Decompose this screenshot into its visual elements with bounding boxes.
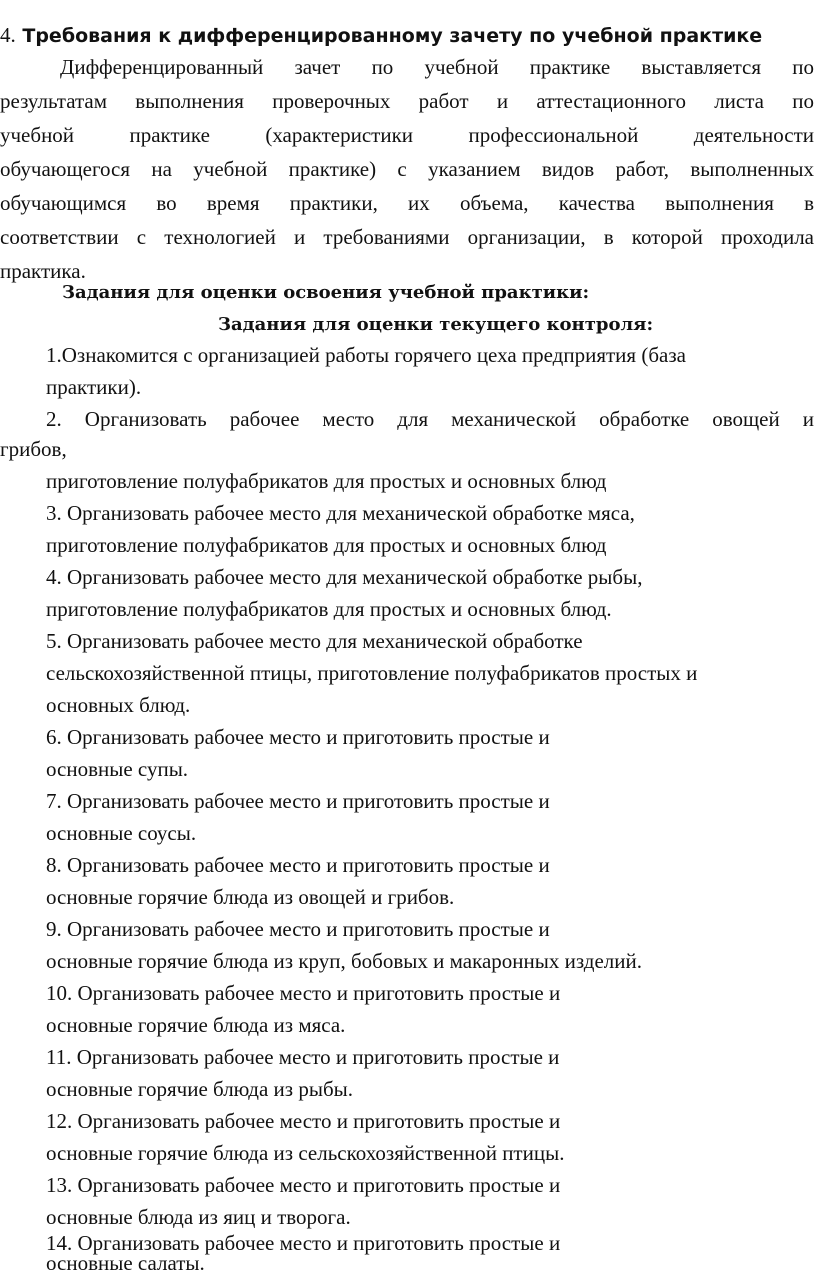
task-line: 3. Организовать рабочее место для механической обработке мяса, [46, 501, 635, 525]
task-line: основные салаты. [46, 1251, 205, 1275]
intro-line: обучающимся во время практики, их объема, качества выполнения в [0, 191, 814, 215]
intro-line: обучающегося на учебной практике) с указанием видов работ, выполненных [0, 157, 814, 181]
intro-line: учебной практике (характеристики профессиональной деятельности [0, 123, 814, 147]
section-title: Требования к дифференцированному зачету по учебной практике [22, 25, 763, 47]
task-line: 8. Организовать рабочее место и приготовить простые и [46, 853, 550, 877]
task-line: 9. Организовать рабочее место и приготовить простые и [46, 917, 550, 941]
task-line: 13. Организовать рабочее место и приготовить простые и [46, 1173, 561, 1197]
section-number: 4. [0, 23, 16, 47]
task-line: 11. Организовать рабочее место и приготовить простые и [46, 1045, 560, 1069]
task-line: 2. Организовать рабочее место для механической обработке овощей и [46, 407, 814, 431]
task-line: основных блюд. [46, 693, 191, 717]
task-line: основные горячие блюда из овощей и грибов. [46, 885, 455, 909]
intro-line: практика. [0, 259, 86, 283]
task-line: основные горячие блюда из круп, бобовых и макаронных изделий. [46, 949, 643, 973]
task-line: основные блюда из яиц и творога. [46, 1205, 351, 1229]
task-line: 10. Организовать рабочее место и приготовить простые и [46, 981, 561, 1005]
task-line: приготовление полуфабрикатов для простых и основных блюд [46, 533, 607, 557]
task-line: 7. Организовать рабочее место и приготовить простые и [46, 789, 550, 813]
intro-line: результатам выполнения проверочных работ и аттестационного листа по [0, 89, 814, 113]
section-heading [0, 20, 762, 50]
subheading-assessment: Задания для оценки освоения учебной практики: [62, 282, 590, 303]
task-line: 1.Ознакомится с организацией работы горячего цеха предприятия (база [46, 343, 686, 367]
task-line: грибов, [0, 437, 67, 461]
task-line: приготовление полуфабрикатов для простых и основных блюд [46, 469, 607, 493]
subheading-current-control: Задания для оценки текущего контроля: [218, 314, 654, 335]
task-line: основные горячие блюда из рыбы. [46, 1077, 353, 1101]
task-line: основные супы. [46, 757, 189, 781]
task-line: 6. Организовать рабочее место и приготовить простые и [46, 725, 550, 749]
task-line: основные горячие блюда из сельскохозяйственной птицы. [46, 1141, 565, 1165]
task-line: практики). [46, 375, 142, 399]
task-line: 4. Организовать рабочее место для механической обработке рыбы, [46, 565, 643, 589]
task-line: 5. Организовать рабочее место для механической обработке [46, 629, 583, 653]
task-line: 12. Организовать рабочее место и приготовить простые и [46, 1109, 561, 1133]
intro-line: Дифференцированный зачет по учебной практике выставляется по [60, 55, 814, 79]
task-line: основные соусы. [46, 821, 197, 845]
task-line: основные горячие блюда из мяса. [46, 1013, 346, 1037]
task-line: приготовление полуфабрикатов для простых и основных блюд. [46, 597, 612, 621]
intro-line: соответствии с технологией и требованиями организации, в которой проходила [0, 225, 814, 249]
task-line: сельскохозяйственной птицы, приготовление полуфабрикатов простых и [46, 661, 698, 685]
task-line: 14. Организовать рабочее место и приготовить простые и [46, 1231, 561, 1255]
